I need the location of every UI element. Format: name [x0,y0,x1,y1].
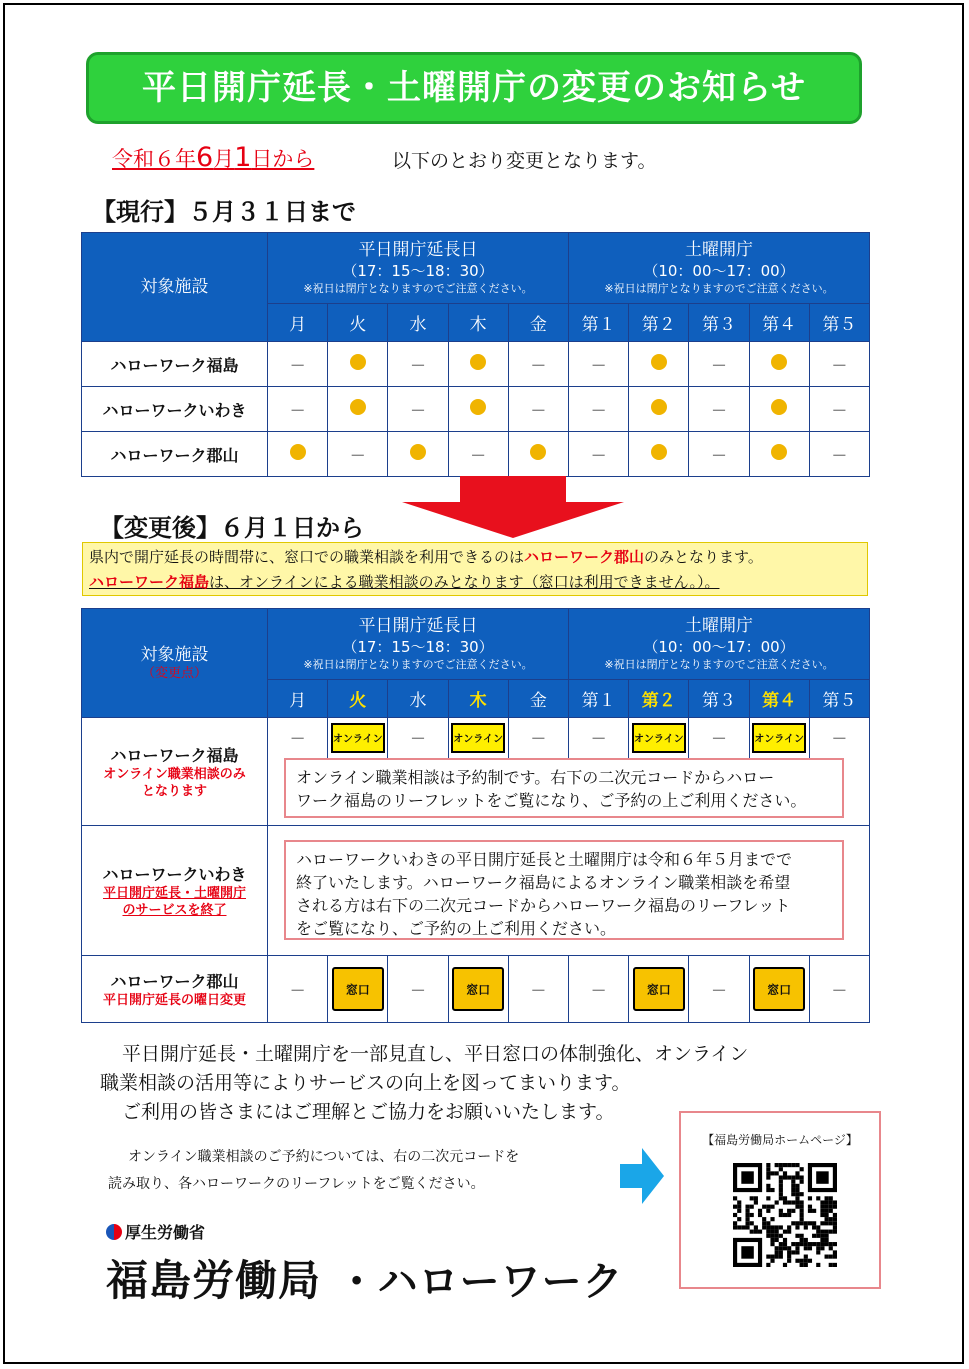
schedule-cell [508,432,568,477]
schedule-cell [448,387,508,432]
qr-code-icon[interactable] [733,1163,837,1267]
schedule-cell [448,432,508,477]
closed-dash: － [710,400,727,420]
closed-dash: － [831,400,848,420]
day-header: 木 [448,304,508,342]
facility-iwaki: ハローワークいわき 平日開庁延長・土曜開庁 のサービスを終了 [82,826,268,956]
closed-dash: － [289,355,306,375]
closed-dash: － [409,355,426,375]
schedule-cell [508,342,568,387]
closed-dash: － [530,355,547,375]
closed-dash: － [530,980,547,1000]
schedule-cell [689,432,749,477]
open-dot-icon [530,444,546,460]
effective-date-rest: 以下のとおり変更となります。 [392,150,657,172]
bureau-name: 福島労働局 ・ハローワーク [106,1256,624,1305]
body-text: 平日開庁延長・土曜開庁を一部見直し、平日窓口の体制強化、オンライン 職業相談の活用等によりサービスの向上を図ってまいります。 ご利用の皆さまにはご理解とご協力をお願いいたします。 [100,1043,749,1123]
day-header: 第４ [749,680,809,718]
closed-dash: － [289,980,306,1000]
schedule-cell [689,718,749,758]
facility-header: 対象施設 （変更点） [82,609,268,718]
saturday-header: 土曜開庁 （10：00～17：00） ※祝日は閉庁となりますのでご注意ください。 [569,233,870,304]
ministry-name: 厚生労働省 [106,1220,205,1243]
closed-dash: － [590,445,607,465]
closed-dash: － [590,980,607,1000]
open-dot-icon [350,354,366,370]
closed-dash: － [470,445,487,465]
effective-date: 令和６年6月1日から [112,142,315,173]
schedule-cell [508,956,568,1023]
day-header: 第１ [569,304,629,342]
day-header: 第２ [629,304,689,342]
day-header: 水 [388,304,448,342]
window-badge: 窓口 [452,967,504,1011]
schedule-cell [268,342,328,387]
closed-dash: － [590,729,607,749]
right-arrow-icon [620,1148,664,1204]
closed-dash: － [349,445,366,465]
online-badge: オンライン [632,723,686,753]
current-heading: 【現行】５月３１日まで [92,198,356,226]
open-dot-icon [290,444,306,460]
saturday-header: 土曜開庁 （10：00～17：00） ※祝日は閉庁となりますのでご注意ください。 [569,609,870,680]
closed-dash: － [409,400,426,420]
qr-box[interactable] [679,1111,881,1289]
day-header: 第５ [809,304,869,342]
facility-header: 対象施設 [82,233,268,342]
closed-dash: － [710,445,727,465]
open-dot-icon [771,399,787,415]
schedule-cell [569,342,629,387]
closed-dash: － [710,980,727,1000]
window-badge: 窓口 [753,967,805,1011]
schedule-cell [629,432,689,477]
weekday-header: 平日開庁延長日 （17：15～18：30） ※祝日は閉庁となりますのでご注意ください。 [268,233,569,304]
day-header: 月 [268,304,328,342]
closed-dash: － [409,980,426,1000]
schedule-cell [809,718,869,758]
closed-dash: － [530,400,547,420]
facility-name: ハローワーク郡山 [82,432,268,477]
schedule-cell [749,387,809,432]
schedule-cell [689,956,749,1023]
day-header: 第３ [689,680,749,718]
closed-dash: － [289,729,306,749]
facility-koriyama: ハローワーク郡山 平日開庁延長の曜日変更 [82,956,268,1023]
schedule-cell [328,432,388,477]
closed-dash: － [831,445,848,465]
open-dot-icon [470,399,486,415]
day-header: 木 [448,680,508,718]
schedule-cell [629,387,689,432]
closed-dash: － [590,355,607,375]
open-dot-icon [771,354,787,370]
online-badge: オンライン [451,723,505,753]
day-header: 月 [268,680,328,718]
closed-dash: － [530,729,547,749]
open-dot-icon [651,399,667,415]
open-dot-icon [350,399,366,415]
schedule-cell [749,718,809,758]
day-header: 第４ [749,304,809,342]
day-header: 第３ [689,304,749,342]
online-badge: オンライン [752,723,806,753]
day-header: 火 [328,680,388,718]
schedule-cell [388,956,448,1023]
day-header: 金 [508,680,568,718]
schedule-cell [448,342,508,387]
callout-fukushima: オンライン職業相談は予約制です。右下の二次元コードからハロー ワーク福島のリーフレットをご覧になり、ご予約の上ご利用ください。 [284,758,844,818]
schedule-cell [328,387,388,432]
schedule-cell [689,342,749,387]
day-header: 水 [388,680,448,718]
schedule-cell [689,387,749,432]
schedule-cell [328,956,388,1023]
weekday-header: 平日開庁延長日 （17：15～18：30） ※祝日は閉庁となりますのでご注意ください。 [268,609,569,680]
qr-caption: 【福島労働局ホームページ】 [702,1133,858,1147]
schedule-cell [268,956,328,1023]
open-dot-icon [651,354,667,370]
day-header: 第５ [809,680,869,718]
schedule-cell [328,718,388,758]
facility-fukushima: ハローワーク福島 オンライン職業相談のみ となります [82,718,268,826]
schedule-cell [268,432,328,477]
callout-iwaki: ハローワークいわきの平日開庁延長と土曜開庁は令和６年５月までで 終了いたします。ハローワーク福島によるオンライン職業相談を希望 される方は右下の二次元コードからハローワーク福島のリーフレット をご覧になり、ご予約の上ご利用ください。 [284,840,844,940]
closed-dash: － [590,400,607,420]
open-dot-icon [771,444,787,460]
day-header: 第２ [629,680,689,718]
schedule-cell [569,432,629,477]
schedule-cell [749,432,809,477]
closed-dash: － [831,980,848,1000]
schedule-cell [809,342,869,387]
closed-dash: － [831,355,848,375]
page-title: 平日開庁延長・土曜開庁の変更のお知らせ [86,52,862,124]
schedule-cell [809,387,869,432]
open-dot-icon [410,444,426,460]
schedule-cell [388,432,448,477]
schedule-cell [388,718,448,758]
schedule-cell [569,718,629,758]
day-header: 第１ [569,680,629,718]
changed-heading: 【変更後】６月１日から [100,514,364,542]
day-header: 金 [508,304,568,342]
schedule-cell [388,342,448,387]
closed-dash: － [831,729,848,749]
schedule-cell [569,387,629,432]
day-header: 火 [328,304,388,342]
schedule-cell [268,387,328,432]
current-schedule-table [81,232,870,477]
reservation-note: オンライン職業相談のご予約については、右の二次元コードを 読み取り、各ハローワークのリーフレットをご覧ください。 [108,1149,520,1192]
open-dot-icon [470,354,486,370]
schedule-cell [569,956,629,1023]
schedule-cell [268,718,328,758]
schedule-cell [629,956,689,1023]
closed-dash: － [710,355,727,375]
schedule-cell [629,342,689,387]
schedule-cell [749,956,809,1023]
schedule-cell [629,718,689,758]
open-dot-icon [651,444,667,460]
facility-name: ハローワークいわき [82,387,268,432]
schedule-cell [388,387,448,432]
closed-dash: － [289,400,306,420]
schedule-cell [749,342,809,387]
online-badge: オンライン [331,723,385,753]
schedule-cell [448,718,508,758]
ministry-logo-icon [106,1224,122,1240]
closed-dash: － [409,729,426,749]
window-badge: 窓口 [633,967,685,1011]
schedule-cell [809,956,869,1023]
window-badge: 窓口 [332,967,384,1011]
facility-name: ハローワーク福島 [82,342,268,387]
schedule-cell [448,956,508,1023]
schedule-cell [508,718,568,758]
schedule-cell [809,432,869,477]
closed-dash: － [710,729,727,749]
schedule-cell [328,342,388,387]
change-notice: 県内で開庁延長の時間帯に、窓口での職業相談を利用できるのはハローワーク郡山のみとなります。 ハローワーク福島は、オンラインによる職業相談のみとなります（窓口は利用できません。）。 [82,542,868,596]
schedule-cell [508,387,568,432]
down-arrow-icon [398,476,628,538]
